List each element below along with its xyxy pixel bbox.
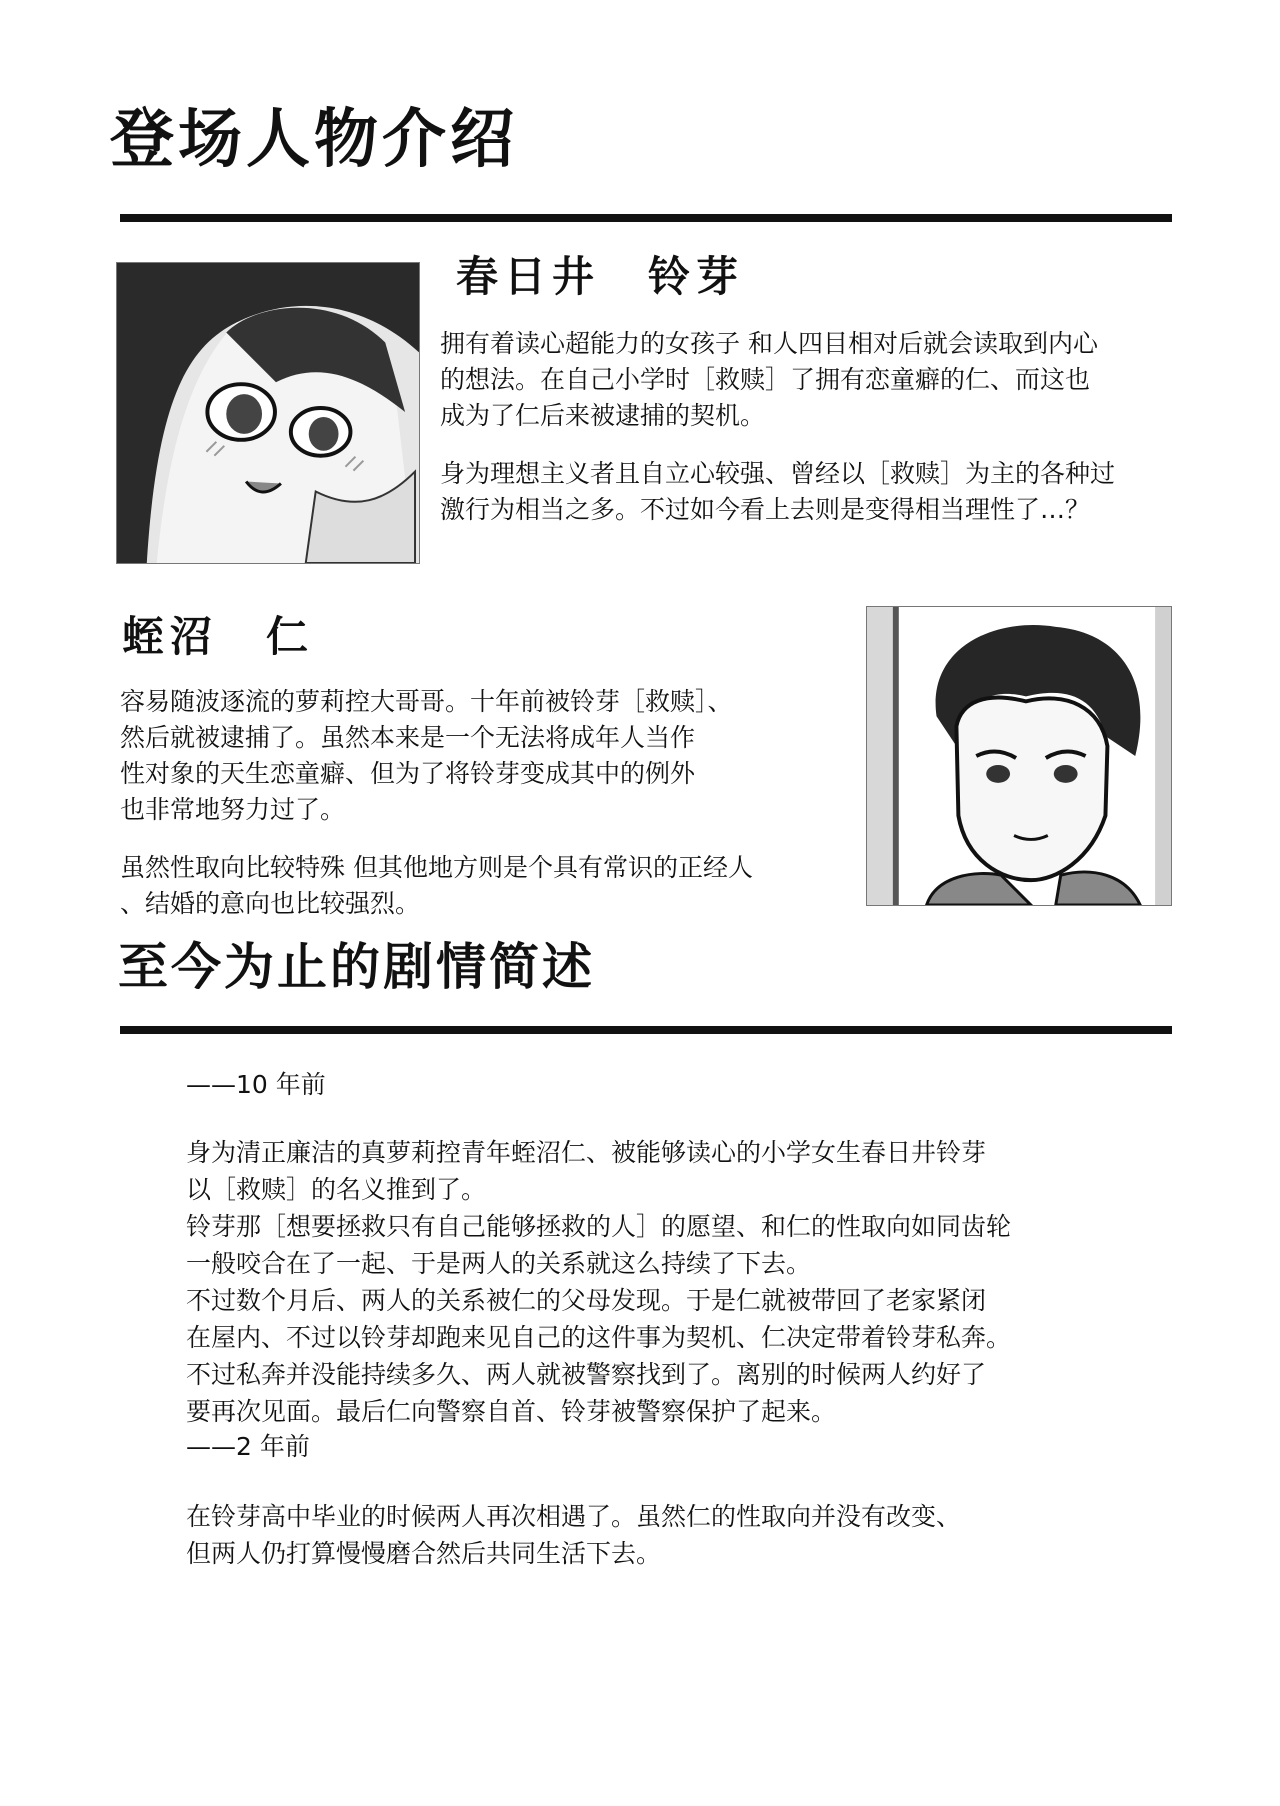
text-line: 铃芽那［想要拯救只有自己能够拯救的人］的愿望、和仁的性取向如同齿轮 — [186, 1212, 1012, 1241]
text-line: 激行为相当之多。不过如今看上去则是变得相当理性了…？ — [440, 495, 1091, 524]
text-line: 身为理想主义者且自立心较强、曾经以［救赎］为主的各种过 — [440, 459, 1116, 488]
story-heading-2-years: ——2 年前 — [186, 1432, 310, 1461]
text-line: 性对象的天生恋童癖、但为了将铃芽变成其中的例外 — [120, 759, 696, 788]
text-line: 以［救赎］的名义推到了。 — [186, 1175, 487, 1204]
story-heading-10-years: ——10 年前 — [186, 1070, 326, 1099]
suzume-description-2 — [440, 456, 1115, 528]
text-line: 一般咬合在了一起、于是两人的关系就这么持续了下去。 — [186, 1249, 812, 1278]
page-title: 登场人物介绍 — [110, 103, 518, 177]
text-line: 拥有着读心超能力的女孩子 和人四目相对后就会读取到内心 — [440, 329, 1098, 358]
text-line: 的想法。在自己小学时［救赎］了拥有恋童癖的仁、而这也 — [440, 365, 1091, 394]
title-divider — [120, 214, 1172, 222]
text-line: 虽然性取向比较特殊 但其他地方则是个具有常识的正经人 — [120, 853, 753, 882]
text-line: 容易随波逐流的萝莉控大哥哥。十年前被铃芽［救赎］、 — [120, 687, 733, 716]
text-line: 要再次见面。最后仁向警察自首、铃芽被警察保护了起来。 — [186, 1397, 837, 1426]
jin-portrait — [866, 606, 1172, 906]
text-line: 然后就被逮捕了。虽然本来是一个无法将成年人当作 — [120, 723, 696, 752]
text-line: 、结婚的意向也比较强烈。 — [120, 889, 421, 918]
text-line: 不过私奔并没能持续多久、两人就被警察找到了。离别的时候两人约好了 — [186, 1360, 987, 1389]
text-line: 成为了仁后来被逮捕的契机。 — [440, 401, 766, 430]
character-name-suzume: 春日井 铃芽 — [456, 252, 745, 301]
section-divider — [120, 1026, 1172, 1034]
text-line: 但两人仍打算慢慢磨合然后共同生活下去。 — [186, 1539, 662, 1568]
text-line: 身为清正廉洁的真萝莉控青年蛭沼仁、被能够读心的小学女生春日井铃芽 — [186, 1138, 987, 1167]
suzume-description-1 — [440, 326, 1098, 434]
jin-description-2 — [120, 850, 753, 922]
suzume-portrait — [116, 262, 420, 564]
jin-description-1 — [120, 684, 733, 828]
character-name-jin: 蛭沼 仁 — [122, 612, 315, 661]
section-title: 至今为止的剧情简述 — [118, 938, 595, 996]
text-line: 不过数个月后、两人的关系被仁的父母发现。于是仁就被带回了老家紧闭 — [186, 1286, 987, 1315]
text-line: 也非常地努力过了。 — [120, 795, 346, 824]
story-body-10-years — [186, 1134, 1011, 1430]
story-body-2-years — [186, 1498, 961, 1572]
text-line: 在屋内、不过以铃芽却跑来见自己的这件事为契机、仁决定带着铃芽私奔。 — [186, 1323, 1012, 1352]
text-line: 在铃芽高中毕业的时候两人再次相遇了。虽然仁的性取向并没有改变、 — [186, 1502, 962, 1531]
